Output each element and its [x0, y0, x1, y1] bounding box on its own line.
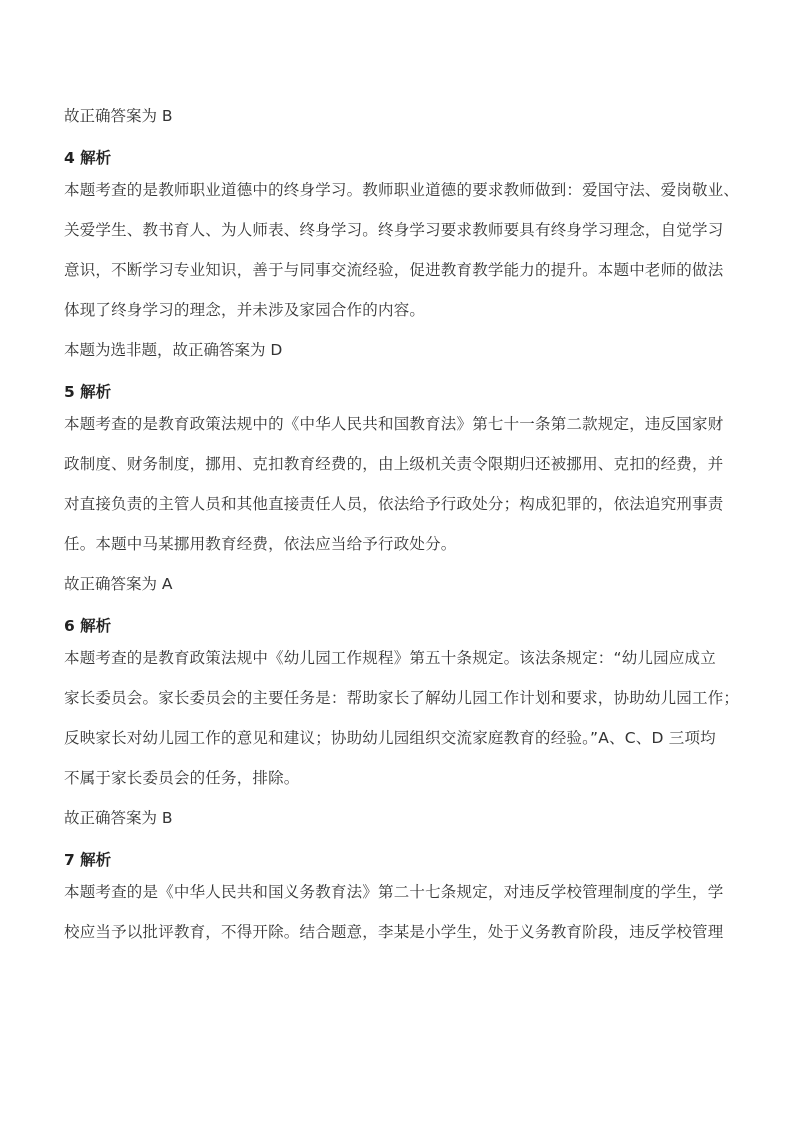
- paragraph-line: 关爱学生、教书育人、为人师表、终身学习。终身学习要求教师要具有终身学习理念，自觉学习: [64, 221, 724, 239]
- section-heading: 5 解析: [64, 383, 112, 401]
- paragraph-line: 意识，不断学习专业知识，善于与同事交流经验，促进教育教学能力的提升。本题中老师的做法: [64, 261, 724, 279]
- section-heading: 7 解析: [64, 851, 112, 869]
- paragraph-line: 不属于家长委员会的任务，排除。: [64, 769, 300, 787]
- answer-line: 故正确答案为 B: [64, 107, 173, 125]
- section-heading: 4 解析: [64, 149, 112, 167]
- paragraph-line: 家长委员会。家长委员会的主要任务是：帮助家长了解幼儿园工作计划和要求，协助幼儿园工作；: [64, 689, 740, 707]
- document-page: [64, 96, 754, 952]
- paragraph-line: 本题考查的是教师职业道德中的终身学习。教师职业道德的要求教师做到：爱国守法、爱岗敬业、: [64, 181, 740, 199]
- answer-line: 故正确答案为 B: [64, 809, 173, 827]
- paragraph-line: 本题考查的是教育政策法规中《幼儿园工作规程》第五十条规定。该法条规定：“幼儿园应成立: [64, 649, 716, 667]
- section-7: [64, 848, 754, 952]
- section-4: [64, 146, 754, 370]
- section-6: [64, 614, 754, 838]
- paragraph-line: 本题考查的是教育政策法规中的《中华人民共和国教育法》第七十一条第二款规定，违反国家财: [64, 415, 724, 433]
- paragraph-line: 对直接负责的主管人员和其他直接责任人员，依法给予行政处分；构成犯罪的，依法追究刑事责: [64, 495, 724, 513]
- paragraph-line: 体现了终身学习的理念，并未涉及家园合作的内容。: [64, 301, 426, 319]
- section-heading: 6 解析: [64, 617, 112, 635]
- section-5: [64, 380, 754, 604]
- paragraph-line: 反映家长对幼儿园工作的意见和建议；协助幼儿园组织交流家庭教育的经验。”A、C、D 三项均: [64, 729, 716, 747]
- answer-line: 本题为选非题，故正确答案为 D: [64, 341, 283, 359]
- paragraph-line: 本题考查的是《中华人民共和国义务教育法》第二十七条规定，对违反学校管理制度的学生，学: [64, 883, 724, 901]
- answer-line: 故正确答案为 A: [64, 575, 173, 593]
- paragraph-line: 校应当予以批评教育，不得开除。结合题意，李某是小学生，处于义务教育阶段，违反学校管理: [64, 923, 724, 941]
- paragraph-line: 任。本题中马某挪用教育经费，依法应当给予行政处分。: [64, 535, 457, 553]
- paragraph-line: 政制度、财务制度，挪用、克扣教育经费的，由上级机关责令限期归还被挪用、克扣的经费，并: [64, 455, 724, 473]
